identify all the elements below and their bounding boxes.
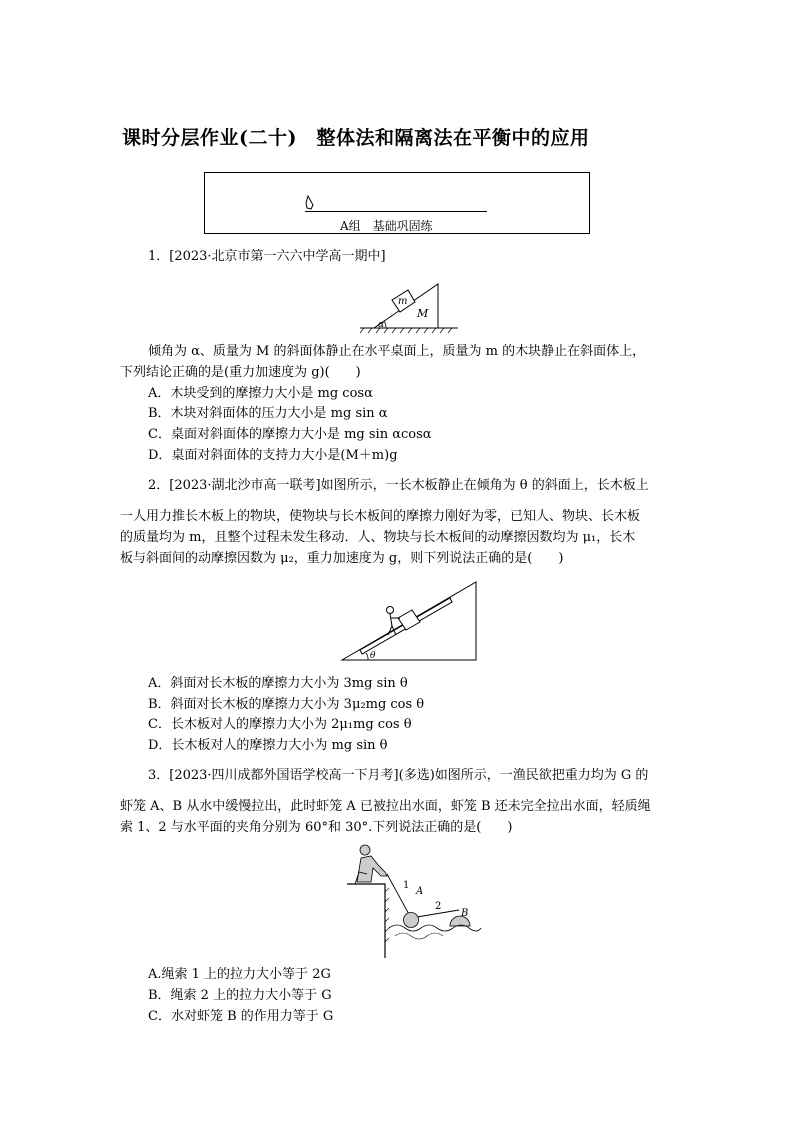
q3-fisherman-figure — [345, 842, 485, 960]
q1-stem-line1: 倾角为 α、质量为 M 的斜面体静止在水平桌面上，质量为 m 的木块静止在斜面体上， — [148, 344, 646, 359]
q3-stem-line2: 虾笼 A、B 从水中缓慢拉出，此时虾笼 A 已被拉出水面，虾笼 B 还未完全拉出水面，轻质绳 — [120, 799, 651, 814]
q1-incline-figure — [360, 282, 460, 334]
q3-label-A: A — [416, 886, 424, 897]
q3-stem-line1: 3．[2023·四川成都外国语学校高一下月考](多选)如图所示，一渔民欲把重力均为 G 的 — [148, 768, 649, 783]
q1-option-c: C．桌面对斜面体的摩擦力大小是 mg sin αcosα — [148, 427, 432, 442]
q1-label-alpha: α — [378, 320, 385, 330]
q3-option-b: B．绳索 2 上的拉力大小等于 G — [148, 988, 332, 1003]
q2-stem-line4: 板与斜面间的动摩擦因数为 μ₂，重力加速度为 g，则下列说法正确的是( ) — [120, 551, 564, 566]
q1-label-m: m — [398, 296, 408, 307]
q3-label-B: B — [461, 908, 469, 919]
q2-incline-figure — [340, 580, 480, 662]
q3-label-rope1: 1 — [403, 880, 410, 891]
group-header: A组 基础巩固练 — [340, 219, 433, 233]
q2-option-d: D．长木板对人的摩擦力大小为 mg sin θ — [148, 738, 388, 753]
q1-option-d: D．桌面对斜面体的支持力大小是(M＋m)g — [148, 448, 398, 463]
q1-label-M: M — [417, 307, 429, 320]
page-title: 课时分层作业(二十) 整体法和隔离法在平衡中的应用 — [122, 127, 590, 149]
q2-stem-line3: 的质量均为 m，且整个过程未发生移动．人、物块与长木板间的动摩擦因数均为 μ₁，长木 — [120, 530, 636, 545]
header-divider — [305, 211, 487, 212]
q2-option-b: B．斜面对长木板的摩擦力大小为 3μ₂mg cos θ — [148, 697, 425, 712]
q2-label-theta: θ — [370, 651, 376, 661]
q3-option-a: A.绳索 1 上的拉力大小等于 2G — [148, 967, 331, 982]
q3-stem-line3: 索 1、2 与水平面的夹角分别为 60°和 30°.下列说法正确的是( ) — [120, 820, 513, 835]
q1-source: 1．[2023·北京市第一六六中学高一期中] — [148, 249, 386, 264]
q2-stem-line1: 2．[2023·湖北沙市高一联考]如图所示，一长木板静止在倾角为 θ 的斜面上，长木板上 — [148, 478, 649, 493]
q3-option-c: C．水对虾笼 B 的作用力等于 G — [148, 1009, 334, 1024]
q2-stem-line2: 一人用力推长木板上的物块，使物块与长木板间的摩擦力刚好为零，已知人、物块、长木板 — [120, 509, 641, 524]
q2-option-c: C．长木板对人的摩擦力大小为 2μ₁mg cos θ — [148, 717, 412, 732]
q1-stem-line2: 下列结论正确的是(重力加速度为 g)( ) — [120, 365, 361, 380]
q1-option-b: B．木块对斜面体的压力大小是 mg sin α — [148, 406, 388, 421]
q2-option-a: A．斜面对长木板的摩擦力大小为 3mg sin θ — [148, 676, 408, 691]
q1-option-a: A．木块受到的摩擦力大小是 mg cosα — [148, 386, 373, 401]
pen-icon — [305, 195, 317, 211]
q3-label-rope2: 2 — [435, 901, 442, 912]
